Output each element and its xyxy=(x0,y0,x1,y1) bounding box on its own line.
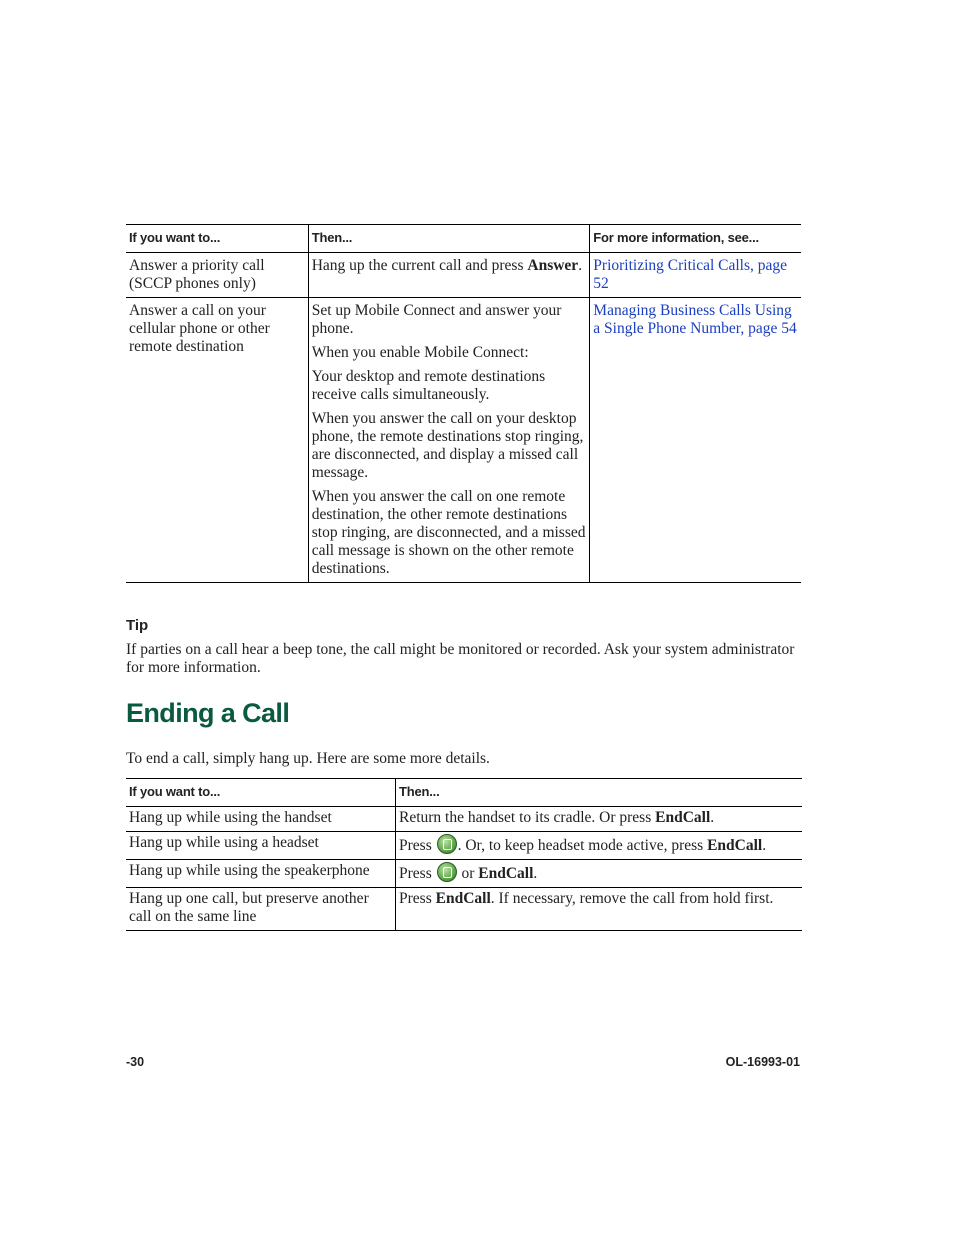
speakerphone-button-icon xyxy=(437,862,457,882)
headset-button-icon xyxy=(437,834,457,854)
prioritizing-calls-link[interactable]: Prioritizing Critical Calls, page 52 xyxy=(593,257,788,292)
cell-paragraph: Your desktop and remote destinations receive calls simultaneously. xyxy=(311,368,546,403)
cell-paragraph: When you answer the call on one remote destination, the other remote destinations stop ringing, are disconnected, and a missed call message is shown on the other remote destinations. xyxy=(311,488,586,577)
endcall-softkey-label: EndCall xyxy=(478,865,534,882)
column-header: Then... xyxy=(396,779,803,807)
cell-text: or xyxy=(457,865,479,882)
endcall-softkey-label: EndCall xyxy=(435,890,491,907)
tip-text: If parties on a call hear a beep tone, the call might be monitored or recorded. Ask your system administrator for more information. xyxy=(126,641,795,676)
endcall-softkey-label: EndCall xyxy=(655,809,711,826)
cell-text: . xyxy=(762,837,767,854)
call-options-table xyxy=(126,224,801,583)
cell-text: Press xyxy=(399,865,436,882)
table-row xyxy=(126,888,802,931)
table-cell xyxy=(590,253,801,298)
column-header: If you want to... xyxy=(126,225,308,253)
table-cell xyxy=(396,832,803,860)
column-header: For more information, see... xyxy=(590,225,801,253)
cell-paragraph: Set up Mobile Connect and answer your phone. xyxy=(311,302,562,337)
endcall-softkey-label: EndCall xyxy=(707,837,763,854)
table-cell xyxy=(308,298,590,583)
table-cell: Answer a call on your cellular phone or other remote destination xyxy=(126,298,308,583)
table-row xyxy=(126,807,802,832)
table-cell: Answer a priority call (SCCP phones only) xyxy=(126,253,308,298)
cell-text: Press xyxy=(399,890,436,907)
table-cell: Hang up while using the speakerphone xyxy=(126,860,396,888)
cell-text: . If necessary, remove the call from hold first. xyxy=(490,890,774,907)
tip-label: Tip xyxy=(126,617,149,634)
table-row xyxy=(126,298,801,583)
table-cell xyxy=(590,298,801,583)
page-number: -30 xyxy=(126,1055,145,1069)
cell-text: Hang up the current call and press xyxy=(311,257,528,274)
table-cell: Hang up while using the handset xyxy=(126,807,396,832)
table-cell: Hang up while using a headset xyxy=(126,832,396,860)
table-cell xyxy=(396,807,803,832)
column-header: If you want to... xyxy=(126,779,396,807)
table-cell xyxy=(308,253,590,298)
cell-text: . Or, to keep headset mode active, press xyxy=(457,837,708,854)
table-row xyxy=(126,860,802,888)
ending-call-table xyxy=(126,778,802,931)
cell-text: . xyxy=(710,809,715,826)
document-id: OL-16993-01 xyxy=(725,1055,800,1069)
cell-paragraph: When you answer the call on your desktop phone, the remote destinations stop ringing, are disconnected, and display a missed call message. xyxy=(311,410,584,481)
table-header-row xyxy=(126,225,801,253)
cell-text: Return the handset to its cradle. Or press xyxy=(399,809,656,826)
section-intro: To end a call, simply hang up. Here are some more details. xyxy=(126,750,490,767)
cell-text: . xyxy=(533,865,538,882)
section-heading: Ending a Call xyxy=(126,698,290,728)
answer-softkey-label: Answer xyxy=(527,257,579,274)
table-row xyxy=(126,832,802,860)
table-cell: Hang up one call, but preserve another call on the same line xyxy=(126,888,396,931)
cell-paragraph: When you enable Mobile Connect: xyxy=(311,344,529,361)
table-cell xyxy=(396,860,803,888)
cell-text: Press xyxy=(399,837,436,854)
column-header: Then... xyxy=(308,225,590,253)
mobile-connect-link[interactable]: Managing Business Calls Using a Single Phone Number, page 54 xyxy=(593,302,797,337)
table-row xyxy=(126,253,801,298)
table-cell xyxy=(396,888,803,931)
cell-text: . xyxy=(578,257,583,274)
table-header-row xyxy=(126,779,802,807)
